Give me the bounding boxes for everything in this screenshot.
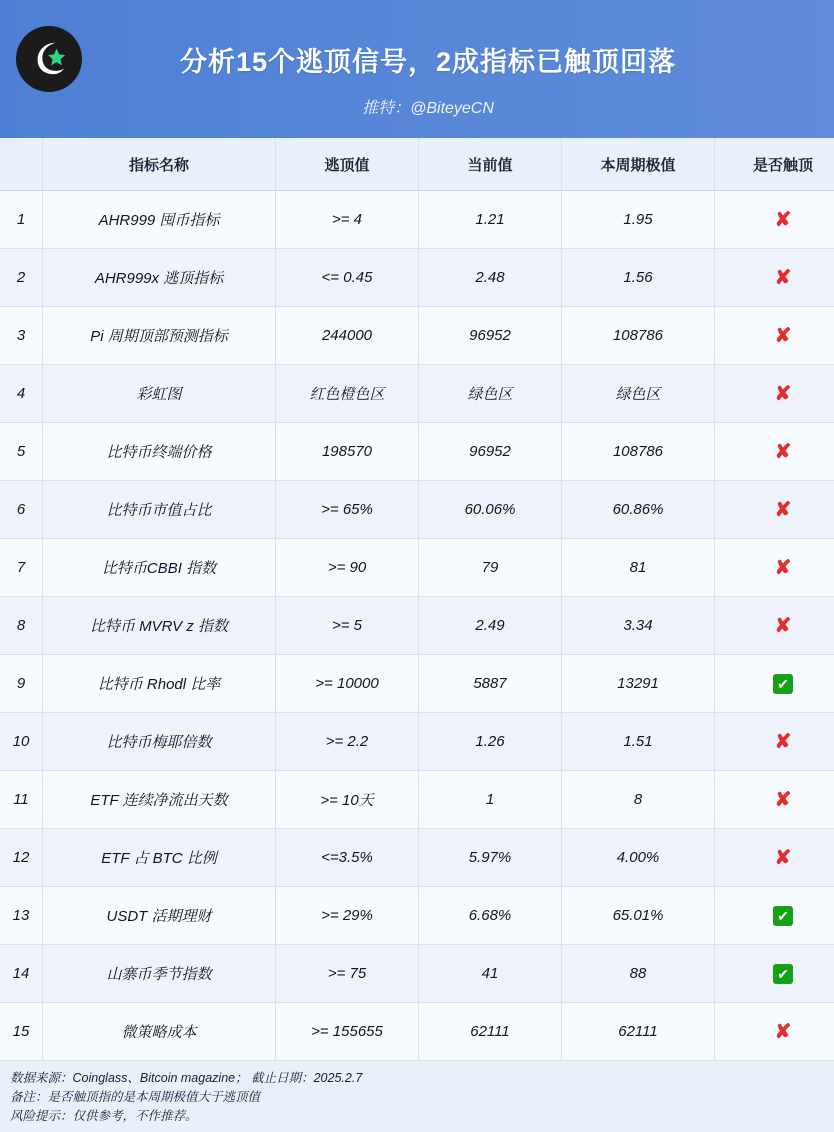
row-index: 4 (0, 365, 43, 423)
source-label: 数据来源： (10, 1071, 73, 1085)
table-row (0, 423, 834, 481)
signals-table (0, 138, 834, 1061)
row-index: 14 (0, 945, 43, 1003)
column-index (0, 138, 43, 191)
signals-table-wrapper (0, 138, 834, 1061)
row-indicator-name: AHR999x 逃顶指标 (43, 249, 276, 307)
row-current-value: 79 (419, 539, 562, 597)
footer-risk-line (10, 1107, 824, 1126)
column-escape-value: 逃顶值 (276, 138, 419, 191)
row-indicator-name: 比特币终端价格 (43, 423, 276, 481)
cross-icon: ✘ (775, 499, 792, 521)
row-escape-value: <= 0.45 (276, 249, 419, 307)
row-cycle-extreme: 3.34 (562, 597, 715, 655)
row-current-value: 2.48 (419, 249, 562, 307)
table-row (0, 307, 834, 365)
status-badge-not-topped (715, 597, 834, 655)
table-row (0, 249, 834, 307)
row-cycle-extreme: 81 (562, 539, 715, 597)
row-current-value: 96952 (419, 423, 562, 481)
row-indicator-name: Pi 周期顶部预测指标 (43, 307, 276, 365)
check-icon: ✔ (773, 674, 793, 694)
row-current-value: 5887 (419, 655, 562, 713)
status-badge-not-topped (715, 365, 834, 423)
row-indicator-name: AHR999 囤币指标 (43, 191, 276, 249)
row-indicator-name: ETF 连续净流出天数 (43, 771, 276, 829)
table-row (0, 713, 834, 771)
row-cycle-extreme: 62111 (562, 1003, 715, 1061)
status-badge-topped (715, 945, 834, 1003)
row-cycle-extreme: 88 (562, 945, 715, 1003)
status-badge-not-topped (715, 423, 834, 481)
status-badge-topped (715, 655, 834, 713)
risk-label: 风险提示： (10, 1109, 73, 1123)
row-escape-value: >= 10天 (276, 771, 419, 829)
cross-icon: ✘ (775, 731, 792, 753)
row-cycle-extreme: 13291 (562, 655, 715, 713)
cross-icon: ✘ (775, 441, 792, 463)
table-row (0, 365, 834, 423)
note-label: 备注： (10, 1090, 48, 1104)
row-index: 2 (0, 249, 43, 307)
row-current-value: 6.68% (419, 887, 562, 945)
row-indicator-name: 彩虹图 (43, 365, 276, 423)
row-current-value: 60.06% (419, 481, 562, 539)
row-index: 12 (0, 829, 43, 887)
date-label: 截止日期： (251, 1071, 314, 1085)
row-index: 3 (0, 307, 43, 365)
row-escape-value: 198570 (276, 423, 419, 481)
row-indicator-name: 微策略成本 (43, 1003, 276, 1061)
header-subtitle (82, 95, 774, 118)
table-body (0, 191, 834, 1061)
source-value: Coinglass、Bitcoin magazine； (73, 1071, 248, 1085)
twitter-label: 推特： (362, 100, 410, 117)
row-index: 8 (0, 597, 43, 655)
row-escape-value: >= 4 (276, 191, 419, 249)
row-index: 9 (0, 655, 43, 713)
cross-icon: ✘ (775, 557, 792, 579)
row-current-value: 5.97% (419, 829, 562, 887)
table-row (0, 945, 834, 1003)
date-value: 2025.2.7 (314, 1071, 363, 1085)
row-escape-value: >= 75 (276, 945, 419, 1003)
row-current-value: 2.49 (419, 597, 562, 655)
row-index: 15 (0, 1003, 43, 1061)
row-cycle-extreme: 4.00% (562, 829, 715, 887)
table-row (0, 655, 834, 713)
row-index: 11 (0, 771, 43, 829)
table-row (0, 481, 834, 539)
row-escape-value: >= 10000 (276, 655, 419, 713)
row-current-value: 62111 (419, 1003, 562, 1061)
row-cycle-extreme: 1.56 (562, 249, 715, 307)
column-is-topped: 是否触顶 (715, 138, 834, 191)
table-row (0, 539, 834, 597)
table-row (0, 829, 834, 887)
status-badge-not-topped (715, 481, 834, 539)
status-badge-not-topped (715, 771, 834, 829)
row-escape-value: <=3.5% (276, 829, 419, 887)
row-cycle-extreme: 65.01% (562, 887, 715, 945)
cross-icon: ✘ (775, 1021, 792, 1043)
table-row (0, 191, 834, 249)
status-badge-not-topped (715, 307, 834, 365)
status-badge-not-topped (715, 1003, 834, 1061)
row-escape-value: >= 29% (276, 887, 419, 945)
row-indicator-name: 山寨币季节指数 (43, 945, 276, 1003)
row-cycle-extreme: 8 (562, 771, 715, 829)
header-text-block (82, 22, 834, 118)
cross-icon: ✘ (775, 789, 792, 811)
row-escape-value: >= 2.2 (276, 713, 419, 771)
row-current-value: 41 (419, 945, 562, 1003)
footer-note-line (10, 1088, 824, 1107)
row-indicator-name: 比特币市值占比 (43, 481, 276, 539)
row-escape-value: 红色橙色区 (276, 365, 419, 423)
row-current-value: 1 (419, 771, 562, 829)
row-indicator-name: 比特币 Rhodl 比率 (43, 655, 276, 713)
cross-icon: ✘ (775, 615, 792, 637)
column-current-value: 当前值 (419, 138, 562, 191)
row-cycle-extreme: 1.51 (562, 713, 715, 771)
twitter-handle: @BiteyeCN (410, 100, 494, 117)
header-banner (0, 0, 834, 138)
row-escape-value: 244000 (276, 307, 419, 365)
row-index: 7 (0, 539, 43, 597)
row-index: 1 (0, 191, 43, 249)
table-row (0, 887, 834, 945)
cross-icon: ✘ (775, 325, 792, 347)
status-badge-not-topped (715, 249, 834, 307)
row-cycle-extreme: 108786 (562, 423, 715, 481)
row-escape-value: >= 5 (276, 597, 419, 655)
row-escape-value: >= 155655 (276, 1003, 419, 1061)
table-row (0, 597, 834, 655)
risk-value: 仅供参考，不作推荐。 (73, 1109, 198, 1123)
row-current-value: 绿色区 (419, 365, 562, 423)
crescent-star-icon (30, 39, 68, 77)
note-value: 是否触顶指的是本周期极值大于逃顶值 (48, 1090, 261, 1104)
row-index: 6 (0, 481, 43, 539)
row-current-value: 1.26 (419, 713, 562, 771)
row-current-value: 1.21 (419, 191, 562, 249)
status-badge-topped (715, 887, 834, 945)
cross-icon: ✘ (775, 267, 792, 289)
footer-source-line (10, 1069, 824, 1088)
table-header (0, 138, 834, 191)
row-escape-value: >= 65% (276, 481, 419, 539)
row-cycle-extreme: 1.95 (562, 191, 715, 249)
table-row (0, 771, 834, 829)
check-icon: ✔ (773, 906, 793, 926)
column-indicator-name: 指标名称 (43, 138, 276, 191)
row-index: 10 (0, 713, 43, 771)
row-cycle-extreme: 108786 (562, 307, 715, 365)
check-icon: ✔ (773, 964, 793, 984)
biteye-logo-icon (16, 26, 82, 92)
row-indicator-name: ETF 占 BTC 比例 (43, 829, 276, 887)
row-index: 13 (0, 887, 43, 945)
row-indicator-name: 比特币 MVRV z 指数 (43, 597, 276, 655)
row-current-value: 96952 (419, 307, 562, 365)
row-index: 5 (0, 423, 43, 481)
column-cycle-extreme: 本周期极值 (562, 138, 715, 191)
row-indicator-name: USDT 活期理财 (43, 887, 276, 945)
table-row (0, 1003, 834, 1061)
cross-icon: ✘ (775, 847, 792, 869)
row-indicator-name: 比特币CBBI 指数 (43, 539, 276, 597)
status-badge-not-topped (715, 539, 834, 597)
row-cycle-extreme: 60.86% (562, 481, 715, 539)
table-header-row (0, 138, 834, 191)
row-cycle-extreme: 绿色区 (562, 365, 715, 423)
cross-icon: ✘ (775, 209, 792, 231)
cross-icon: ✘ (775, 383, 792, 405)
page-title: 分析15个逃顶信号，2成指标已触顶回落 (82, 40, 774, 79)
row-indicator-name: 比特币梅耶倍数 (43, 713, 276, 771)
status-badge-not-topped (715, 829, 834, 887)
row-escape-value: >= 90 (276, 539, 419, 597)
status-badge-not-topped (715, 191, 834, 249)
status-badge-not-topped (715, 713, 834, 771)
footer-notes (0, 1061, 834, 1132)
